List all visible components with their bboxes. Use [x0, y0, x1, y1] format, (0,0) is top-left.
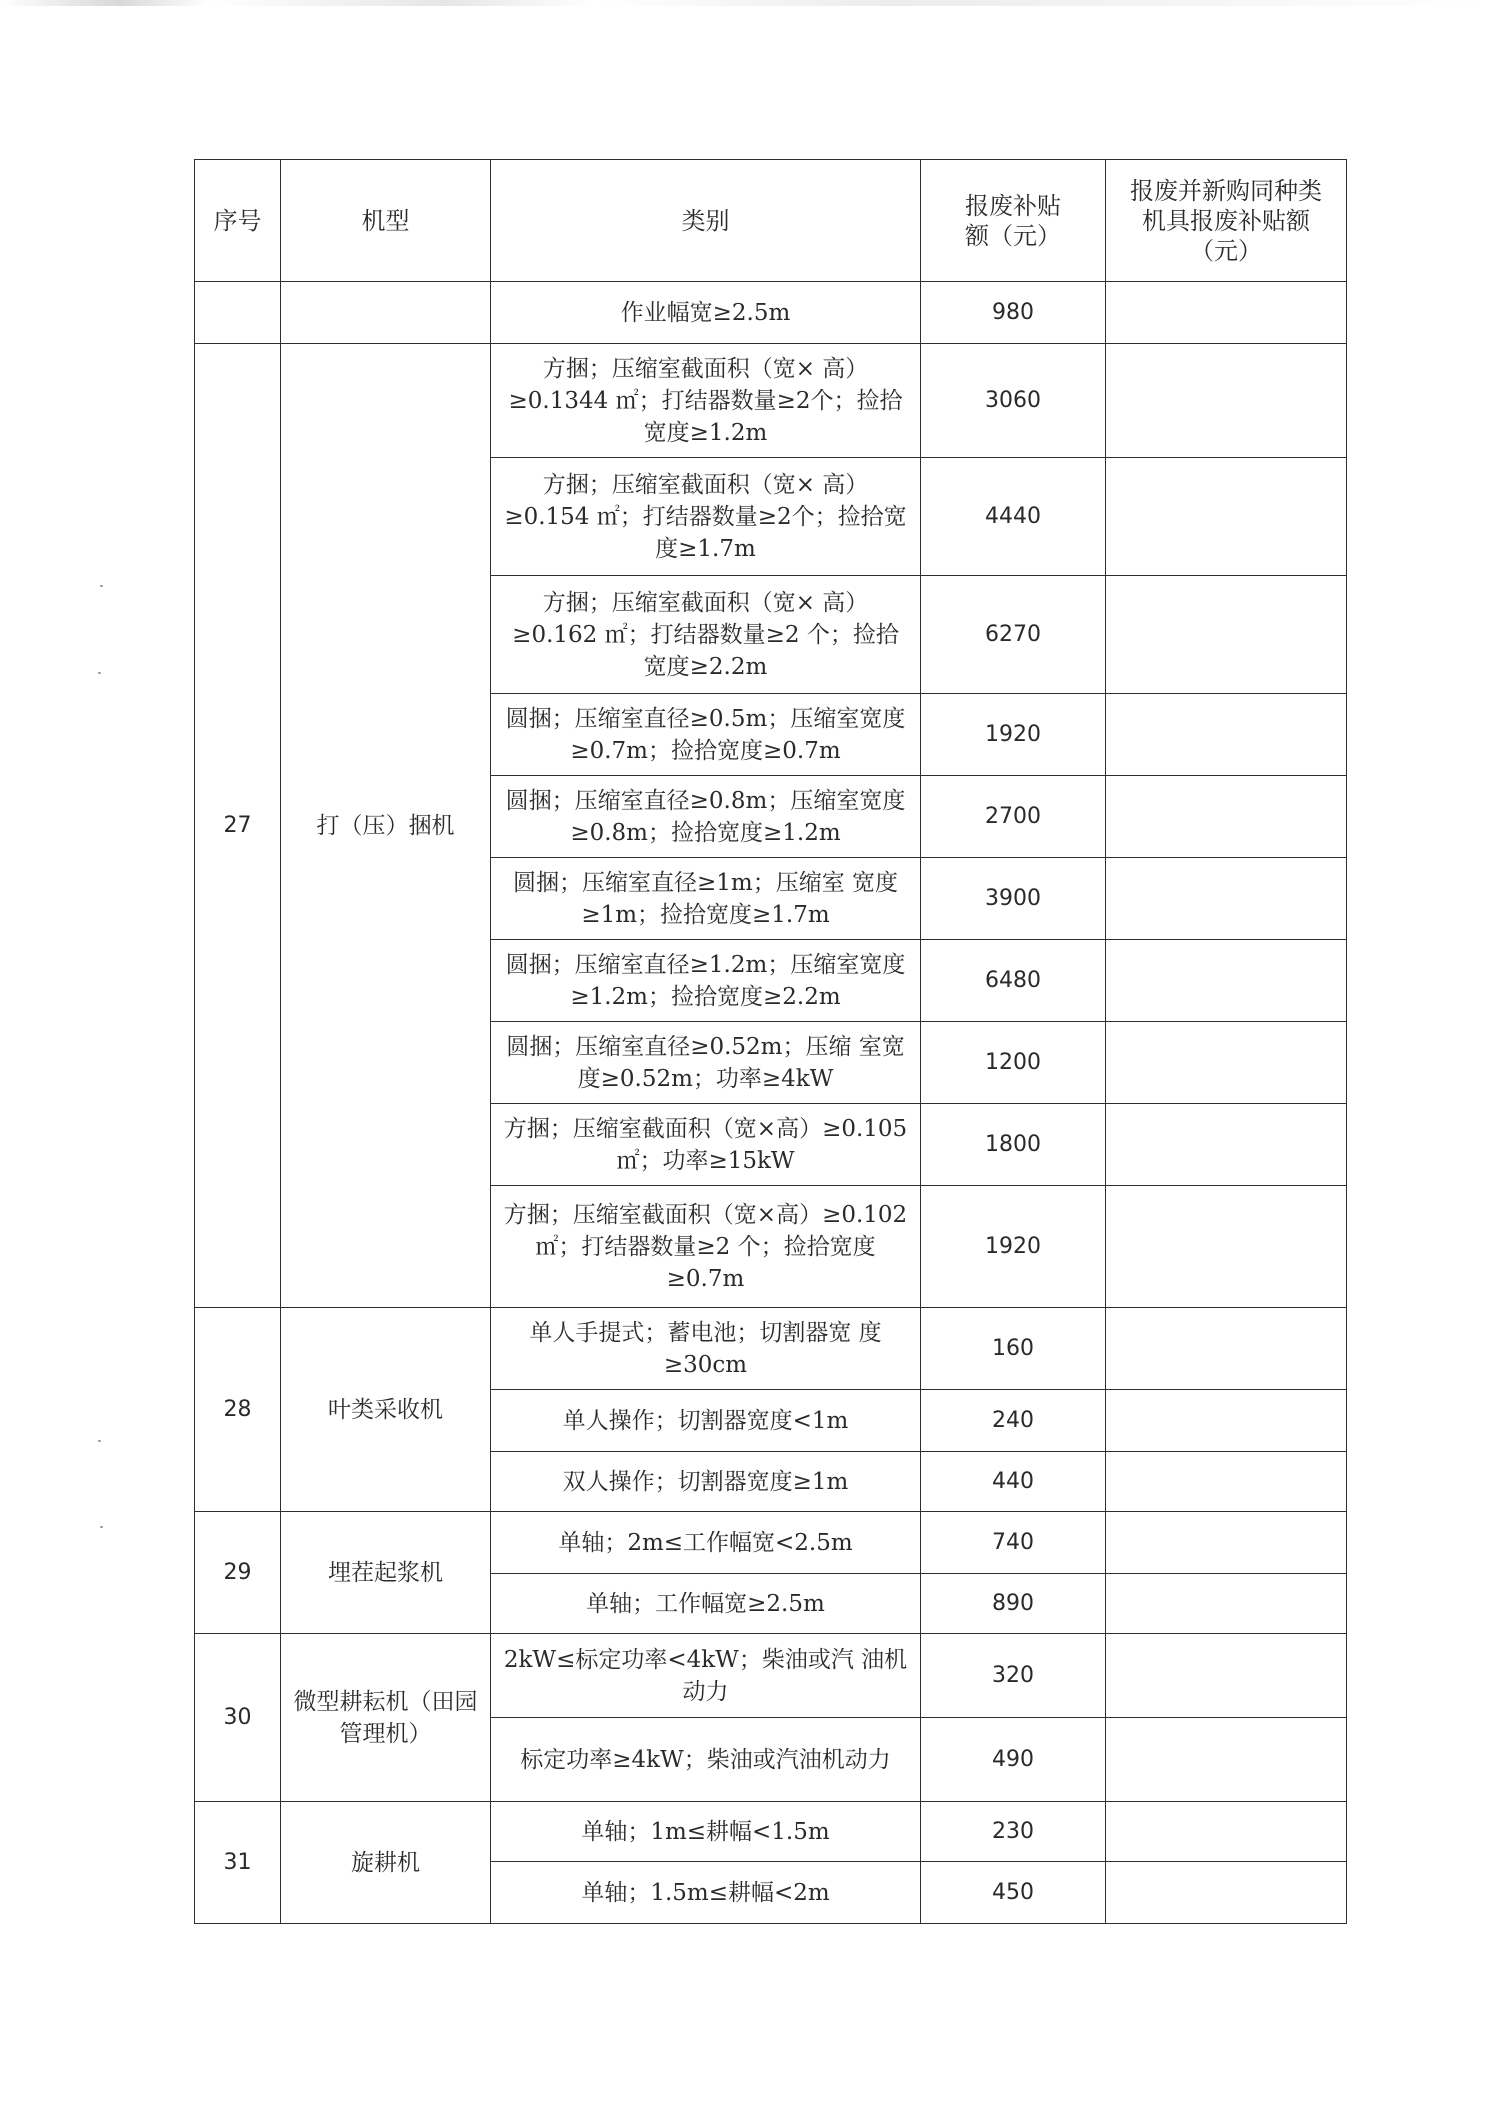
- amount-cell: 240: [921, 1390, 1106, 1452]
- amount-cell: 890: [921, 1574, 1106, 1634]
- new-amount-cell: [1106, 1104, 1347, 1186]
- model-cell: 打（压）捆机: [281, 344, 491, 1308]
- table-row: [195, 1308, 1347, 1390]
- amount-cell: 490: [921, 1718, 1106, 1802]
- new-amount-cell: [1106, 1634, 1347, 1718]
- new-amount-cell: [1106, 940, 1347, 1022]
- subsidy-table: [194, 159, 1347, 1924]
- seq-cell: 31: [195, 1802, 281, 1924]
- category-cell: 圆捆；压缩室直径≥0.52m；压缩 室宽度≥0.52m；功率≥4kW: [491, 1022, 921, 1104]
- new-amount-cell: [1106, 1718, 1347, 1802]
- new-amount-cell: [1106, 1390, 1347, 1452]
- amount-cell: 740: [921, 1512, 1106, 1574]
- category-cell: 圆捆；压缩室直径≥0.8m；压缩室宽度≥0.8m；捡拾宽度≥1.2m: [491, 776, 921, 858]
- header-scrap-new-subsidy: 报废并新购同种类机具报废补贴额（元）: [1106, 160, 1347, 282]
- amount-cell: 230: [921, 1802, 1106, 1862]
- table-row: [195, 344, 1347, 458]
- amount-cell: 1920: [921, 1186, 1106, 1308]
- scan-speck: [100, 585, 103, 587]
- header-category: 类别: [491, 160, 921, 282]
- category-cell: 方捆；压缩室截面积（宽×高）≥0.105 ㎡；功率≥15kW: [491, 1104, 921, 1186]
- new-amount-cell: [1106, 1186, 1347, 1308]
- table-row: [195, 1634, 1347, 1718]
- seq-cell: 29: [195, 1512, 281, 1634]
- category-cell: 单轴；1m≤耕幅<1.5m: [491, 1802, 921, 1862]
- amount-cell: 6270: [921, 576, 1106, 694]
- new-amount-cell: [1106, 282, 1347, 344]
- amount-cell: 1200: [921, 1022, 1106, 1104]
- amount-cell: 980: [921, 282, 1106, 344]
- table-row: [195, 1512, 1347, 1574]
- new-amount-cell: [1106, 1574, 1347, 1634]
- category-cell: 双人操作；切割器宽度≥1m: [491, 1452, 921, 1512]
- amount-cell: 160: [921, 1308, 1106, 1390]
- header-seq: 序号: [195, 160, 281, 282]
- new-amount-cell: [1106, 1802, 1347, 1862]
- amount-cell: 3900: [921, 858, 1106, 940]
- table-header-row: [195, 160, 1347, 282]
- new-amount-cell: [1106, 1512, 1347, 1574]
- model-cell: 微型耕耘机（田园管理机）: [281, 1634, 491, 1802]
- amount-cell: 450: [921, 1862, 1106, 1924]
- model-cell: 叶类采收机: [281, 1308, 491, 1512]
- category-cell: 方捆；压缩室截面积（宽× 高）≥0.154 ㎡；打结器数量≥2个；捡拾宽度≥1.7m: [491, 458, 921, 576]
- header-model: 机型: [281, 160, 491, 282]
- category-cell: 单轴；2m≤工作幅宽<2.5m: [491, 1512, 921, 1574]
- new-amount-cell: [1106, 1862, 1347, 1924]
- new-amount-cell: [1106, 776, 1347, 858]
- category-cell: 单轴；工作幅宽≥2.5m: [491, 1574, 921, 1634]
- seq-cell: 27: [195, 344, 281, 1308]
- seq-cell: 28: [195, 1308, 281, 1512]
- amount-cell: 4440: [921, 458, 1106, 576]
- category-cell: 作业幅宽≥2.5m: [491, 282, 921, 344]
- scan-edge-artifact: [0, 0, 1488, 6]
- amount-cell: 1800: [921, 1104, 1106, 1186]
- category-cell: 圆捆；压缩室直径≥0.5m；压缩室宽度≥0.7m；捡拾宽度≥0.7m: [491, 694, 921, 776]
- scan-speck: [98, 672, 101, 674]
- category-cell: 圆捆；压缩室直径≥1m；压缩室 宽度≥1m；捡拾宽度≥1.7m: [491, 858, 921, 940]
- category-cell: 2kW≤标定功率<4kW；柴油或汽 油机动力: [491, 1634, 921, 1718]
- category-cell: 圆捆；压缩室直径≥1.2m；压缩室宽度≥1.2m；捡拾宽度≥2.2m: [491, 940, 921, 1022]
- new-amount-cell: [1106, 1452, 1347, 1512]
- amount-cell: 2700: [921, 776, 1106, 858]
- model-cell: 埋茬起浆机: [281, 1512, 491, 1634]
- amount-cell: 6480: [921, 940, 1106, 1022]
- scan-speck: [98, 1440, 101, 1442]
- seq-cell: 30: [195, 1634, 281, 1802]
- new-amount-cell: [1106, 576, 1347, 694]
- table-row: [195, 1802, 1347, 1862]
- category-cell: 方捆；压缩室截面积（宽× 高）≥0.162 ㎡；打结器数量≥2 个；捡拾宽度≥2.2m: [491, 576, 921, 694]
- new-amount-cell: [1106, 1308, 1347, 1390]
- seq-cell: [195, 282, 281, 344]
- new-amount-cell: [1106, 458, 1347, 576]
- new-amount-cell: [1106, 858, 1347, 940]
- new-amount-cell: [1106, 1022, 1347, 1104]
- category-cell: 方捆；压缩室截面积（宽×高）≥0.102㎡；打结器数量≥2 个；捡拾宽度≥0.7m: [491, 1186, 921, 1308]
- amount-cell: 320: [921, 1634, 1106, 1718]
- amount-cell: 440: [921, 1452, 1106, 1512]
- model-cell: 旋耕机: [281, 1802, 491, 1924]
- category-cell: 方捆；压缩室截面积（宽× 高）≥0.1344 ㎡；打结器数量≥2个；捡拾宽度≥1.2m: [491, 344, 921, 458]
- scan-speck: [100, 1526, 103, 1528]
- table-row: [195, 282, 1347, 344]
- amount-cell: 1920: [921, 694, 1106, 776]
- category-cell: 单人手提式；蓄电池；切割器宽 度≥30cm: [491, 1308, 921, 1390]
- amount-cell: 3060: [921, 344, 1106, 458]
- category-cell: 单人操作；切割器宽度<1m: [491, 1390, 921, 1452]
- model-cell: [281, 282, 491, 344]
- category-cell: 标定功率≥4kW；柴油或汽油机动力: [491, 1718, 921, 1802]
- new-amount-cell: [1106, 694, 1347, 776]
- category-cell: 单轴；1.5m≤耕幅<2m: [491, 1862, 921, 1924]
- header-scrap-subsidy: 报废补贴额（元）: [921, 160, 1106, 282]
- new-amount-cell: [1106, 344, 1347, 458]
